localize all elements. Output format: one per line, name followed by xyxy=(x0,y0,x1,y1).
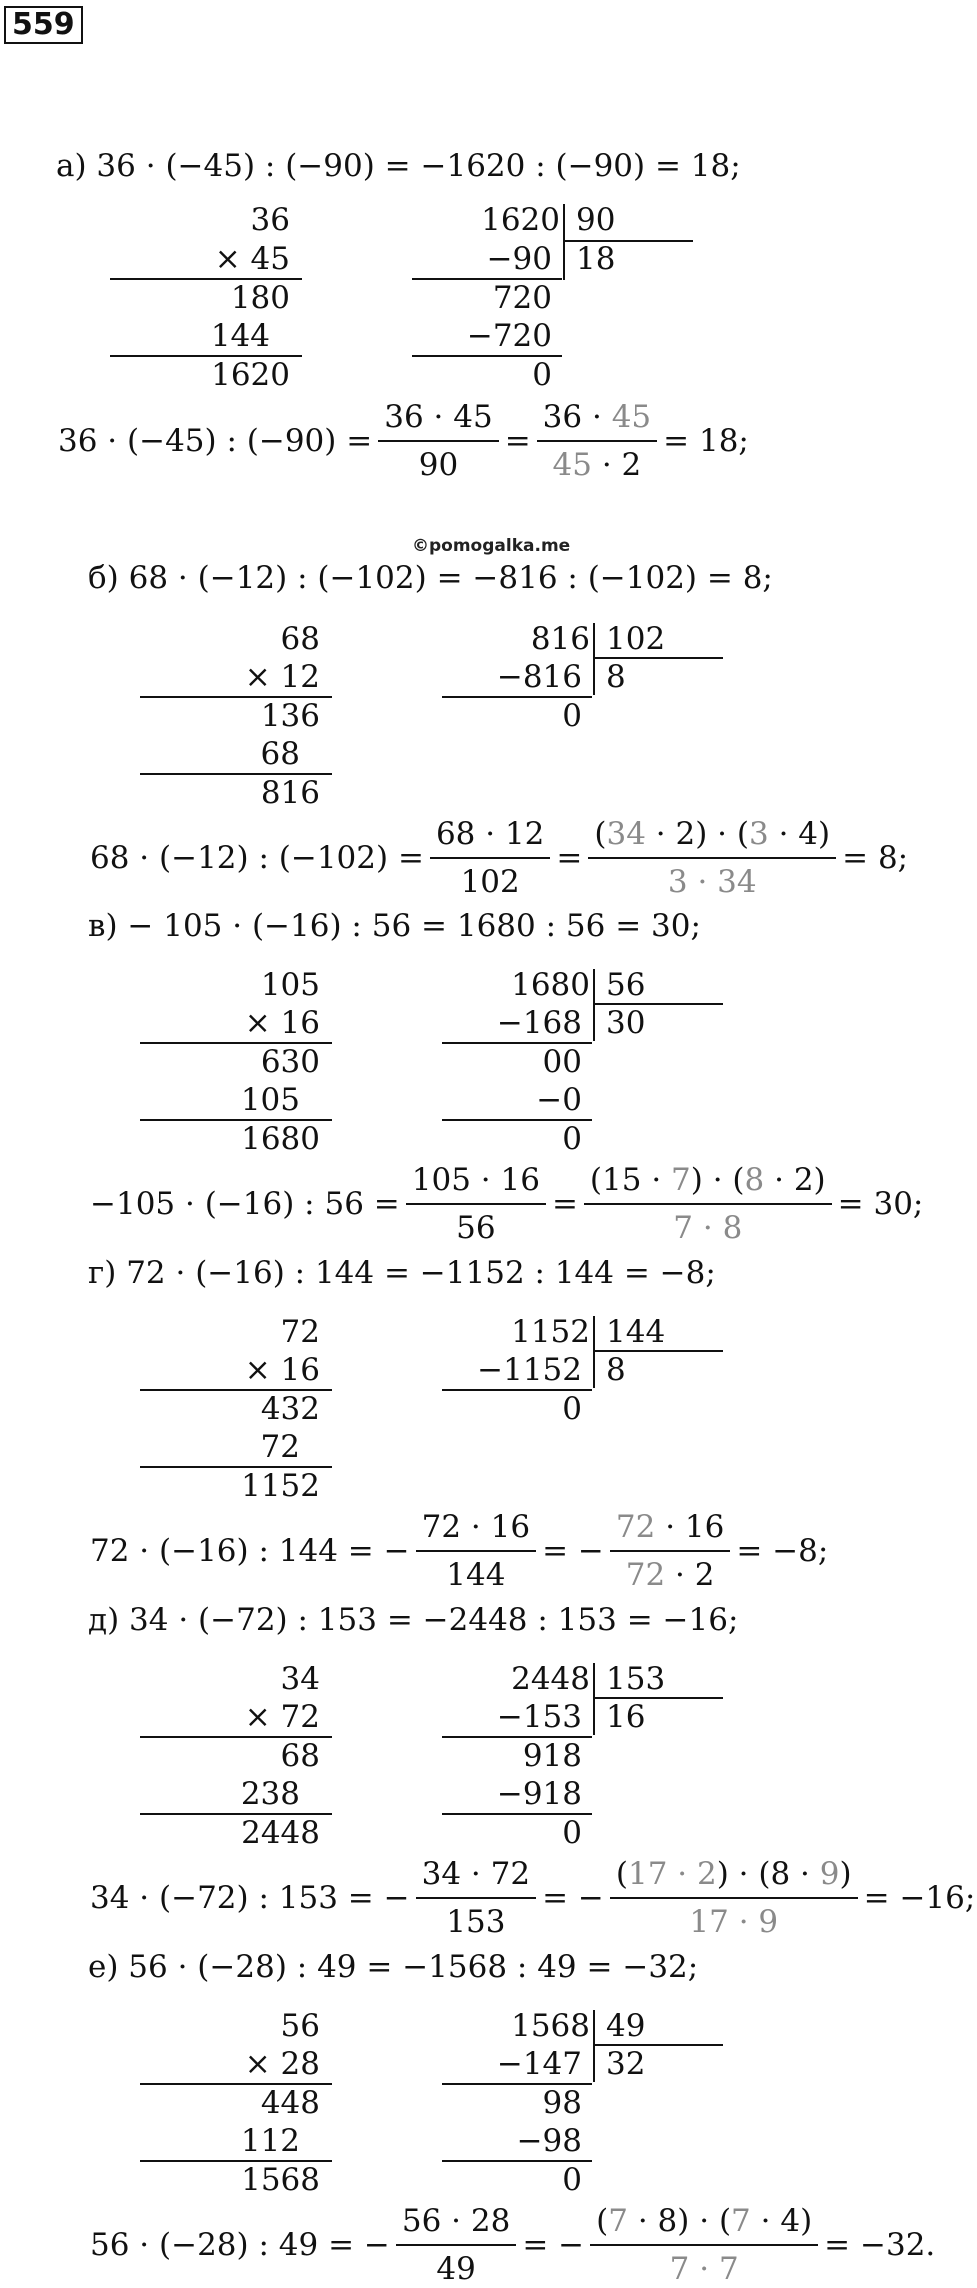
mult-g-partial1: 432 xyxy=(260,1391,320,1427)
statement-a: а) 36 · (−45) : (−90) = −1620 : (−90) = 18; xyxy=(56,148,741,184)
div-e-dividend: 1568 xyxy=(511,2008,590,2044)
div-b-divisor: 102 xyxy=(606,621,666,657)
div-g-row1: −1152 xyxy=(477,1352,582,1388)
div-e-quotient: 32 xyxy=(606,2046,646,2082)
mult-d-partial2: 238 xyxy=(240,1776,300,1812)
mult-e-factor2: × 28 xyxy=(244,2046,320,2082)
final-g: 72 · (−16) : 144 = − $\frac{72 \cdot 16}{144}$ = − $\frac{72 \cdot 16}{72 \cdot 2}$ = −8; xyxy=(90,1509,829,1593)
div-v-row2: 00 xyxy=(542,1044,582,1080)
mult-g-partial2: 72 xyxy=(260,1429,300,1465)
mult-b-factor2: × 12 xyxy=(244,659,320,695)
div-b-row2: 0 xyxy=(562,698,582,734)
div-g-divisor: 144 xyxy=(606,1314,666,1350)
final-d: 34 · (−72) : 153 = − $\frac{34 \cdot 72}{153}$ = − $\frac{(17 \cdot 2) \cdot (8 \cdot 9)}{17 \cdot 9}$ = −16; xyxy=(90,1856,976,1940)
div-v-bar xyxy=(593,969,595,1041)
mult-d-result: 2448 xyxy=(241,1815,320,1851)
div-a-row1: −90 xyxy=(486,241,552,277)
div-e-bar xyxy=(593,2010,595,2082)
div-e-divisor: 49 xyxy=(606,2008,646,2044)
mult-g-factor2: × 16 xyxy=(244,1352,320,1388)
final-g-frac2: $\frac{72 \cdot 16}{72 \cdot 2}$ xyxy=(610,1508,730,1594)
statement-d: д) 34 · (−72) : 153 = −2448 : 153 = −16; xyxy=(88,1602,739,1638)
div-v-row3: −0 xyxy=(536,1082,582,1118)
final-v-frac2: $\frac{(15 \cdot 7) \cdot (8 \cdot 2)}{7 \cdot 8}$ xyxy=(584,1161,832,1247)
mult-a-factor2: × 45 xyxy=(214,241,290,277)
final-b: 68 · (−12) : (−102) = $\frac{68 \cdot 12}{102}$ = $\frac{(34 \cdot 2) \cdot (3 \cdot 4)}{3 \cdot 34}$ = 8; xyxy=(90,816,909,900)
div-a-quotient: 18 xyxy=(576,241,616,277)
mult-g-result: 1152 xyxy=(241,1468,320,1504)
div-e-row1: −147 xyxy=(496,2046,582,2082)
mult-b-partial2: 68 xyxy=(260,736,300,772)
div-d-quotient: 16 xyxy=(606,1699,646,1735)
mult-v-partial1: 630 xyxy=(260,1044,320,1080)
statement-e: е) 56 · (−28) : 49 = −1568 : 49 = −32; xyxy=(88,1949,699,1985)
final-d-frac1: $\frac{34 \cdot 72}{153}$ xyxy=(416,1855,536,1941)
div-a-dividend: 1620 xyxy=(481,202,560,238)
final-a-frac1: $\frac{36 \cdot 45}{90}$ xyxy=(378,398,498,484)
final-a-rhs: = 18; xyxy=(663,423,749,459)
div-b-row1: −816 xyxy=(496,659,582,695)
statement-g: г) 72 · (−16) : 144 = −1152 : 144 = −8; xyxy=(88,1255,716,1291)
statement-v: в) − 105 · (−16) : 56 = 1680 : 56 = 30; xyxy=(88,908,701,944)
final-a: 36 · (−45) : (−90) = $\frac{36 \cdot 45}{90}$ = $\frac{36 \cdot 45}{45 \cdot 2}$ = 18; xyxy=(58,399,749,483)
mult-a-partial2: 144 xyxy=(210,318,270,354)
div-v-row4: 0 xyxy=(562,1121,582,1157)
div-e-row3: −98 xyxy=(516,2123,582,2159)
mult-e-factor1: 56 xyxy=(280,2008,320,2044)
mult-b-result: 816 xyxy=(260,775,320,811)
final-e: 56 · (−28) : 49 = − $\frac{56 \cdot 28}{49}$ = − $\frac{(7 \cdot 8) \cdot (7 \cdot 4)}{7 \cdot 7}$ = −32. xyxy=(90,2203,936,2287)
final-b-frac2: $\frac{(34 \cdot 2) \cdot (3 \cdot 4)}{3 \cdot 34}$ xyxy=(588,815,836,901)
div-a-divisor: 90 xyxy=(576,202,616,238)
div-d-row1: −153 xyxy=(496,1699,582,1735)
mult-v-partial2: 105 xyxy=(240,1082,300,1118)
div-a-row2: 720 xyxy=(492,280,552,316)
final-v-frac1: $\frac{105 \cdot 16}{56}$ xyxy=(406,1161,546,1247)
div-g-bar xyxy=(593,1316,595,1388)
mult-b-partial1: 136 xyxy=(260,698,320,734)
div-d-divisor: 153 xyxy=(606,1661,666,1697)
final-e-frac1: $\frac{56 \cdot 28}{49}$ xyxy=(396,2202,516,2288)
div-d-dividend: 2448 xyxy=(511,1661,590,1697)
mult-v-factor2: × 16 xyxy=(244,1005,320,1041)
div-v-row1: −168 xyxy=(496,1005,582,1041)
mult-v-result: 1680 xyxy=(241,1121,320,1157)
mult-e-partial1: 448 xyxy=(260,2085,320,2121)
statement-b: б) 68 · (−12) : (−102) = −816 : (−102) = 8; xyxy=(88,560,773,596)
mult-d-factor2: × 72 xyxy=(244,1699,320,1735)
final-b-frac1: $\frac{68 \cdot 12}{102}$ xyxy=(430,815,550,901)
div-e-row4: 0 xyxy=(562,2162,582,2198)
mult-b-factor1: 68 xyxy=(280,621,320,657)
mult-d-partial1: 68 xyxy=(280,1738,320,1774)
div-e-row2: 98 xyxy=(542,2085,582,2121)
problem-number: 559 xyxy=(4,6,83,44)
div-b-quotient: 8 xyxy=(606,659,626,695)
mult-g-factor1: 72 xyxy=(280,1314,320,1350)
div-b-dividend: 816 xyxy=(530,621,590,657)
div-v-quotient: 30 xyxy=(606,1005,646,1041)
final-a-frac2: $\frac{36 \cdot 45}{45 \cdot 2}$ xyxy=(537,398,657,484)
final-g-frac1: $\frac{72 \cdot 16}{144}$ xyxy=(416,1508,536,1594)
mult-d-factor1: 34 xyxy=(280,1661,320,1697)
div-g-row2: 0 xyxy=(562,1391,582,1427)
div-d-row3: −918 xyxy=(496,1776,582,1812)
div-a-bar xyxy=(563,204,565,280)
div-d-row4: 0 xyxy=(562,1815,582,1851)
final-d-frac2: $\frac{(17 \cdot 2) \cdot (8 \cdot 9)}{17 \cdot 9}$ xyxy=(610,1855,858,1941)
mult-v-factor1: 105 xyxy=(260,967,320,1003)
div-a-row3: −720 xyxy=(466,318,552,354)
mult-a-factor1: 36 xyxy=(250,202,290,238)
div-g-dividend: 1152 xyxy=(511,1314,590,1350)
div-d-bar xyxy=(593,1663,595,1735)
mult-a-result: 1620 xyxy=(211,357,290,393)
div-v-divisor: 56 xyxy=(606,967,646,1003)
mult-a-partial1: 180 xyxy=(230,280,290,316)
div-d-row2: 918 xyxy=(522,1738,582,1774)
final-e-frac2: $\frac{(7 \cdot 8) \cdot (7 \cdot 4)}{7 \cdot 7}$ xyxy=(590,2202,818,2288)
final-a-lhs: 36 · (−45) : (−90) = xyxy=(58,423,373,459)
mult-e-partial2: 112 xyxy=(240,2123,300,2159)
mult-e-result: 1568 xyxy=(241,2162,320,2198)
div-g-quotient: 8 xyxy=(606,1352,626,1388)
div-v-dividend: 1680 xyxy=(511,967,590,1003)
div-b-bar xyxy=(593,623,595,695)
div-a-row4: 0 xyxy=(532,357,552,393)
final-v: −105 · (−16) : 56 = $\frac{105 \cdot 16}{56}$ = $\frac{(15 \cdot 7) \cdot (8 \cdot 2)}{7 \cdot 8}$ = 30; xyxy=(90,1162,924,1246)
watermark: ©pomogalka.me xyxy=(412,536,571,556)
